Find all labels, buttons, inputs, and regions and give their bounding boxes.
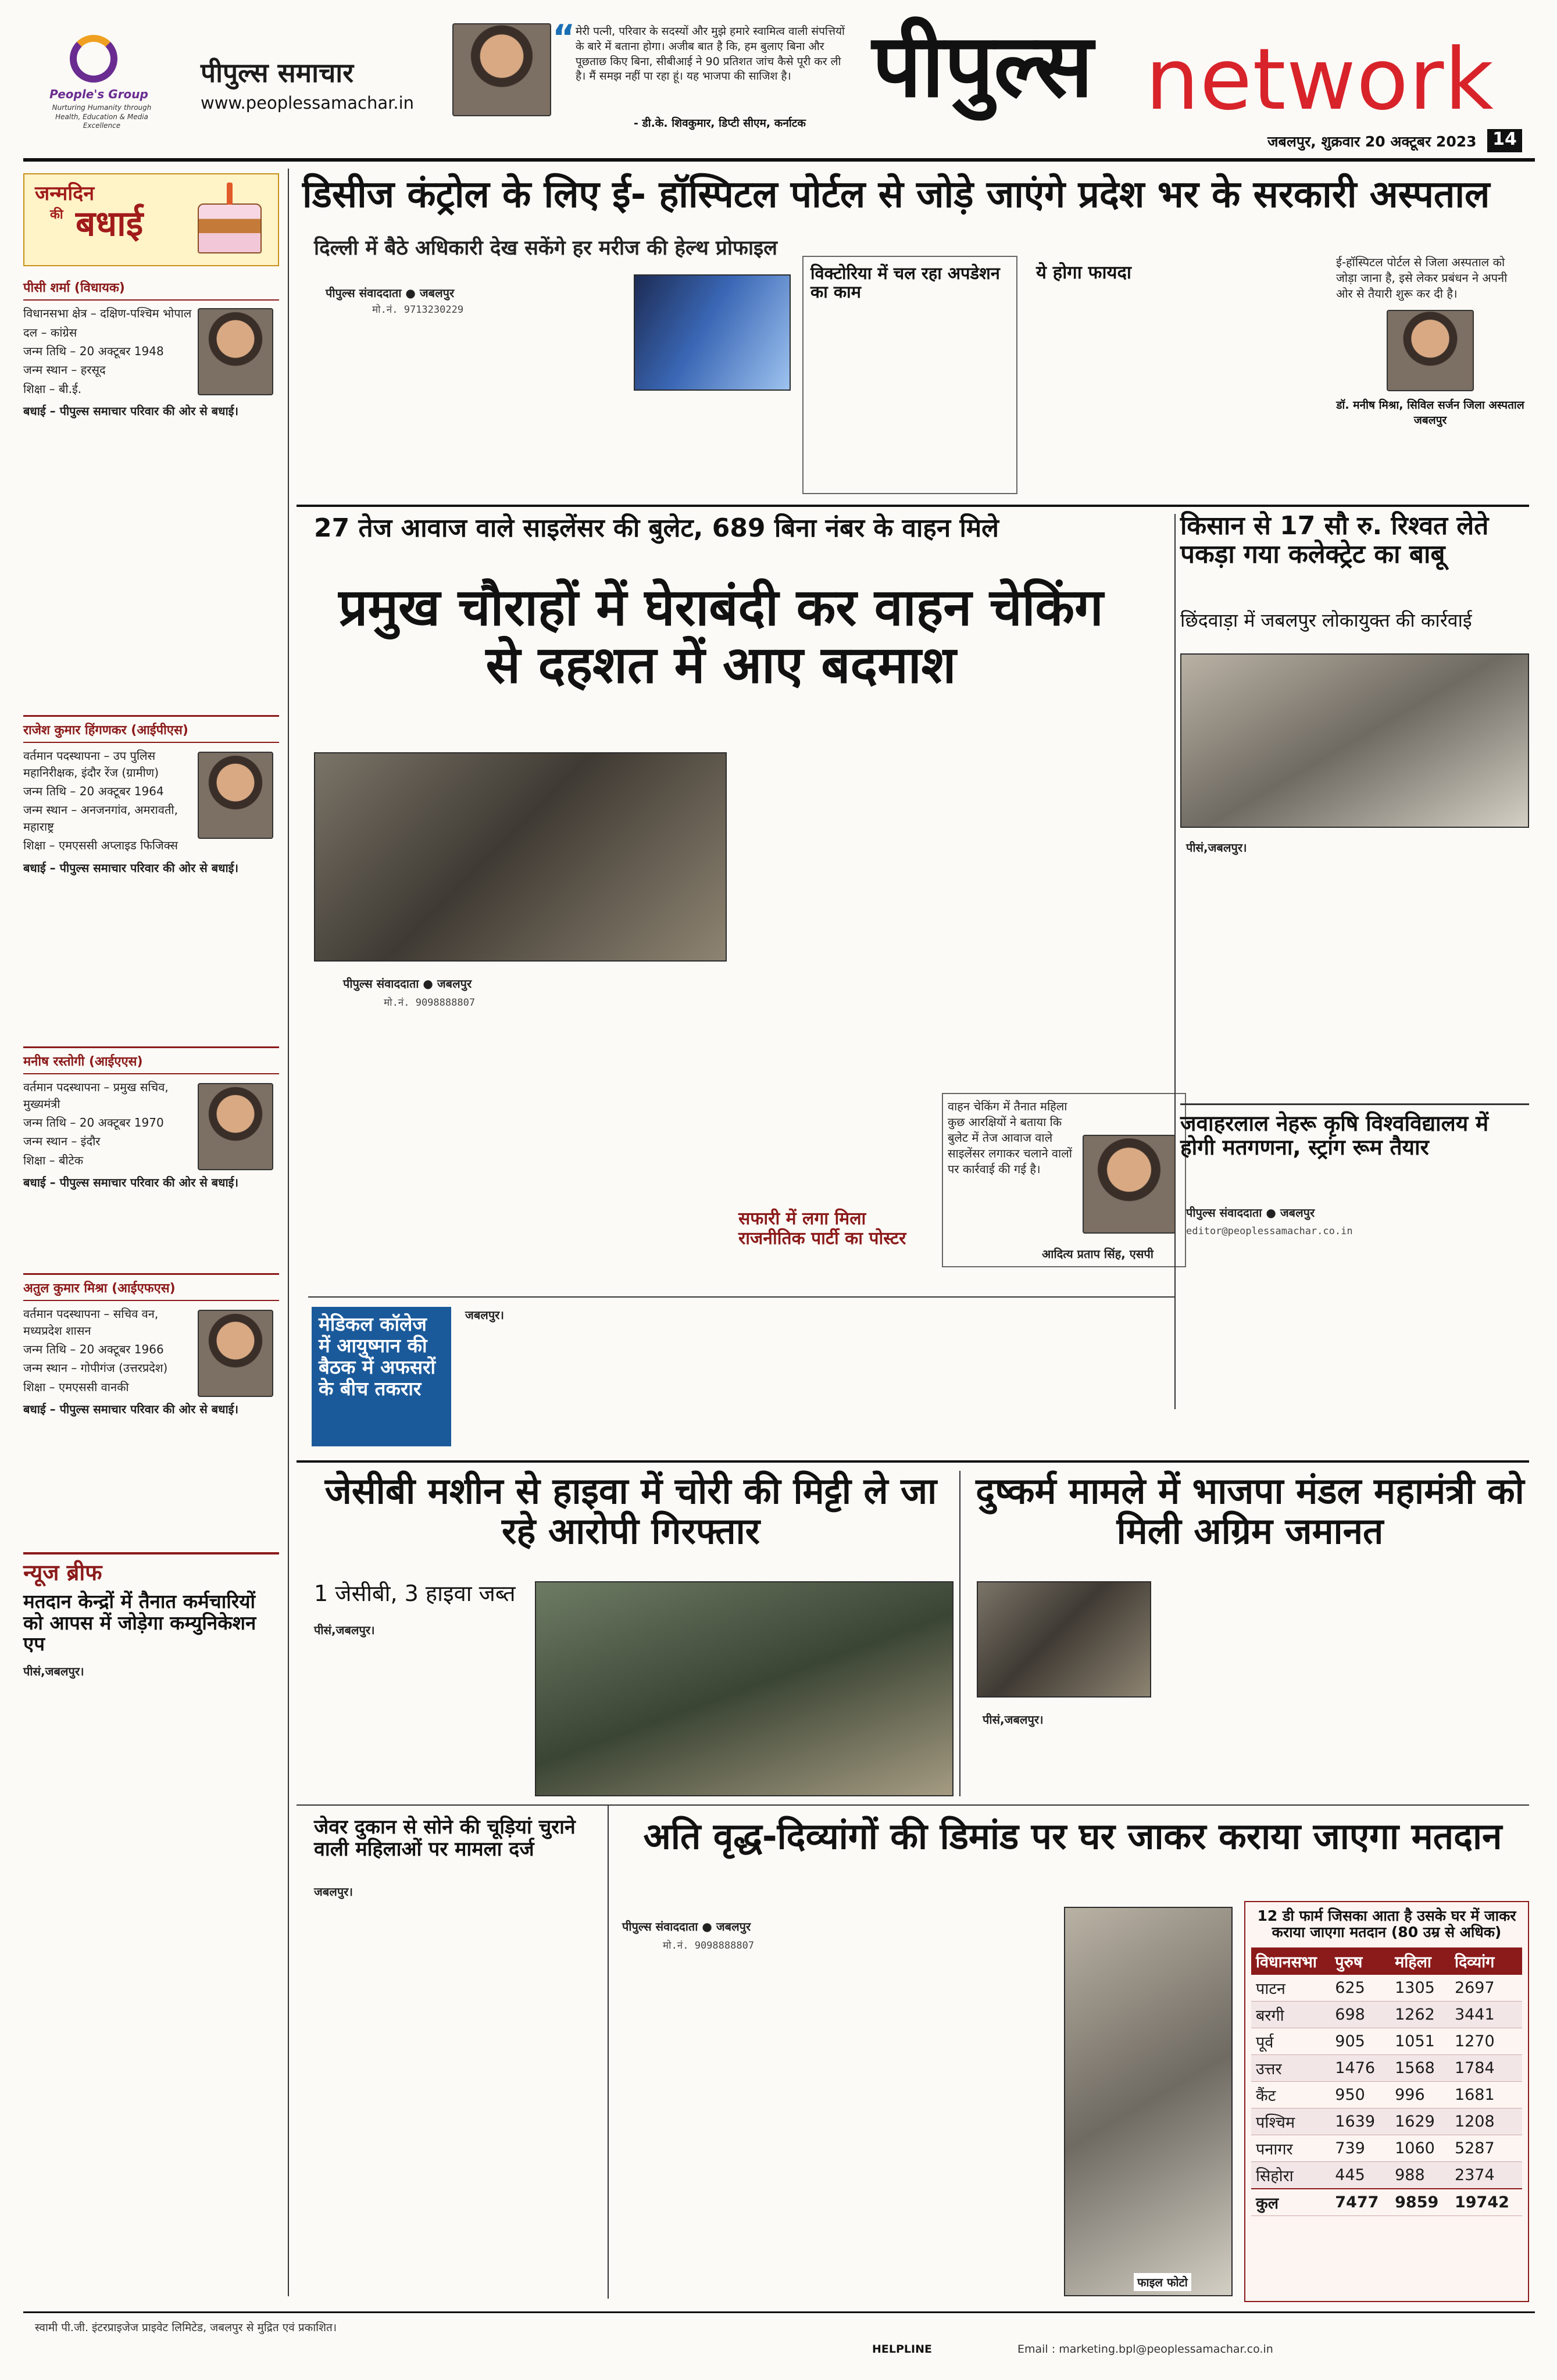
table-row [1251,2135,1522,2162]
voting-table-body [1251,1975,1522,2216]
middle-divider [297,1460,1529,1463]
story5-top-rule [308,1296,1174,1298]
story6-photo [535,1581,954,1796]
birthday-person-name: अतुल कुमार मिश्रा (आईएफएस) [23,1280,279,1301]
birthday-person-name: पीसी शर्मा (विधायक) [23,279,279,301]
table-cell: पाटन [1251,1975,1330,2002]
table-cell: 950 [1330,2082,1390,2109]
birthday-person-photo [198,1310,273,1397]
voting-table-column-header: पुरुष [1330,1947,1390,1975]
table-cell: 1568 [1390,2055,1450,2082]
group-tagline: Nurturing Humanity through Health, Education & Media Excellence [52,103,152,130]
table-row [1251,2002,1522,2028]
page-number: 14 [1487,129,1522,152]
story2-byline: पीपुल्स संवाददाता ● जबलपुर [343,977,472,991]
peoples-group-logo-icon [70,35,117,83]
top-quote-text: मेरी पत्नी, परिवार के सदस्यों और मुझे हमारे स्वामित्व वाली संपत्तियों के बारे में बताना होगा। अजीब बात है कि, हम बुलाए बिना और पूछताछ किए बिना, सीबीआई ने 90 प्रतिशत जांच कैसे पूरी कर ली है। मैं समझ नहीं पा रहा हूं। यह भाजपा की साजिश है। [576,25,845,83]
story4-top-rule [1180,1103,1529,1105]
top-quote-author: - डी.के. शिवकुमार, डिप्टी सीएम, कर्नाटक [634,117,806,130]
story1-health-graphic [634,274,791,391]
birthday-person-photo [198,1083,273,1170]
table-cell: 625 [1330,1975,1390,2002]
birthday-heading-bottom: बधाई [76,203,144,244]
footer-rule [23,2311,1535,2313]
dateline: जबलपुर, शुक्रवार 20 अक्टूबर 2023 [1267,133,1477,150]
story8-column-divider [608,1804,609,2299]
birthday-person-photo [198,752,273,839]
story2-caption: वाहन चेकिंग में तैनात महिला कुछ आरक्षियों ने बताया कि बुलेट में तेज आवाज वाले साइलेंसर लगाकर चलाने वालों पर कार्रवाई की गई है। [948,1099,1072,1176]
story3-subhead: छिंदवाड़ा में जबलपुर लोकायुक्त की कार्रवाई [1180,609,1472,631]
table-cell: 3441 [1450,2002,1522,2028]
story8-byline: जबलपुर। [314,1885,353,1899]
story1-quote-text: ई-हॉस्पिटल पोर्टल से जिला अस्पताल को जोड़ा जाना है, इसे लेकर प्रबंधन ने अपनी ओर से तैयारी शुरू कर दी है। [1336,255,1508,301]
birthday-wish: बधाई – पीपुल्स समाचार परिवार की ओर से बधाई। [23,404,239,419]
story6-subhead: 1 जेसीबी, 3 हाइवा जब्त [314,1581,516,1606]
story6-column-divider [959,1471,960,1796]
story1-headline: डिसीज कंट्रोल के लिए ई- हॉस्पिटल पोर्टल से जोड़े जाएंगे प्रदेश भर के सरकारी अस्पताल [302,173,1490,216]
table-cell: 1262 [1390,2002,1450,2028]
story2-caption-credit: आदित्य प्रताप सिंह, एसपी [1042,1247,1154,1261]
table-row [1251,2028,1522,2055]
voting-table-column-header: विधानसभा [1251,1947,1330,1975]
story7-byline: पीसं,जबलपुर। [983,1713,1044,1727]
story1-box2 [1029,256,1320,494]
story9-phone: मो.नं. 9098888807 [663,1940,755,1952]
story1-quote-photo [1387,310,1474,391]
birthday-wish: बधाई – पीपुल्स समाचार परिवार की ओर से बधाई। [23,860,239,875]
table-cell: 2697 [1450,1975,1522,2002]
story4-email: editor@peoplessamachar.co.in [1186,1225,1353,1237]
news-brief-label: न्यूज ब्रीफ [23,1560,102,1585]
story4-headline: जवाहरलाल नेहरू कृषि विश्वविद्यालय में होगी मतगणना, स्ट्रांग रूम तैयार [1180,1111,1489,1160]
lower-divider [297,1804,1529,1806]
table-cell: 1639 [1330,2109,1390,2135]
table-cell: सिहोरा [1251,2162,1330,2189]
table-cell: 739 [1330,2135,1390,2162]
table-cell: 9859 [1390,2189,1450,2216]
news-brief-byline: पीसं,जबलपुर। [23,1664,84,1679]
shivakumar-photo [452,23,551,116]
cake-candle-icon [227,183,233,205]
table-cell: 1208 [1450,2109,1522,2135]
birthday-wish: बधाई – पीपुल्स समाचार परिवार की ओर से बधाई। [23,1175,239,1190]
voting-table-title: 12 डी फार्म जिसका आता है उसके घर में जाकर कराया जाएगा मतदान (80 उम्र से अधिक) [1257,1907,1516,1941]
birthday-person-photo [198,308,273,395]
story2-headline: प्रमुख चौराहों में घेराबंदी कर वाहन चेकिंग से दहशत में आए बदमाश [338,577,1104,695]
table-cell: 1681 [1450,2082,1522,2109]
website-link[interactable]: www.peoplessamachar.in [201,93,415,113]
table-row [1251,2082,1522,2109]
table-row [1251,2189,1522,2216]
story1-quote-author: डॉ. मनीष मिश्रा, सिविल सर्जन जिला अस्पताल जबलपुर [1336,399,1524,427]
masthead-title-hindi: पीपुल्स [872,16,1094,117]
table-cell: 698 [1330,2002,1390,2028]
birthday-entry-4: अतुल कुमार मिश्रा (आईएफएस) वर्तमान पदस्थापना – सचिव वन, मध्यप्रदेश शासन जन्म तिथि – 20 अक्टूबर 1966 जन्म स्थान – गोपीगंज (उत्तरप्रदेश) शिक्षा – एमएससी वानकी बधाई – पीपुल्स समाचार परिवार की ओर से बधाई। [23,1273,279,1420]
story3-headline: किसान से 17 सौ रु. रिश्वत लेते पकड़ा गया कलेक्ट्रेट का बाबू [1180,511,1489,570]
voting-table-column-header: दिव्यांग [1450,1947,1522,1975]
story2-main-photo [314,752,727,962]
news-brief-title: मतदान केन्द्रों में तैनात कर्मचारियों को आपस में जोड़ेगा कम्युनिकेशन एप [23,1589,256,1656]
table-cell: 19742 [1450,2189,1522,2216]
table-cell: 1476 [1330,2055,1390,2082]
story3-photo [1180,653,1529,828]
story1-box2-title: ये होगा फायदा [1036,262,1131,283]
table-cell: 1270 [1450,2028,1522,2055]
table-cell: कैंट [1251,2082,1330,2109]
story1-quote-box [1331,250,1529,500]
story1-box1-title: विक्टोरिया में चल रहा अपडेशन का काम [810,263,1000,302]
masthead [0,0,1557,174]
birthday-entry-2: राजेश कुमार हिंगणकर (आईपीएस) वर्तमान पदस्थापना – उप पुलिस महानिरीक्षक, इंदौर रेंज (ग्रामीण) जन्म तिथि – 20 अक्टूबर 1964 जन्म स्थान – अनजनगांव, अमरावती, महाराष्ट्र शिक्षा – एमएससी अप्लाइड फिजिक्स बधाई – पीपुल्स समाचार परिवार की ओर से बधाई। [23,715,279,878]
story4-byline: पीपुल्स संवाददाता ● जबलपुर [1186,1206,1315,1220]
birthday-heading-small: की [50,208,63,222]
story2-sp-photo [1083,1135,1176,1234]
table-row [1251,2055,1522,2082]
story5-byline: जबलपुर। [465,1308,504,1322]
story1-byline: पीपुल्स संवाददाता ● जबलपुर [326,286,455,300]
table-cell: 1629 [1390,2109,1450,2135]
story1-subhead: दिल्ली में बैठे अधिकारी देख सकेंगे हर मरीज की हेल्थ प्रोफाइल [314,237,777,260]
voting-table-header-row [1251,1947,1522,1975]
masthead-title-latin: network [1145,30,1494,129]
left-column-divider [288,169,289,2296]
story2-phone: मो.नं. 9098888807 [384,997,476,1009]
table-cell: 905 [1330,2028,1390,2055]
story3-byline: पीसं,जबलपुर। [1186,841,1247,855]
voting-table [1251,1947,1522,2216]
table-cell: 988 [1390,2162,1450,2189]
birthday-person-name: राजेश कुमार हिंगणकर (आईपीएस) [23,721,279,743]
birthday-entry-3: मनीष रस्तोगी (आईएएस) वर्तमान पदस्थापना – प्रमुख सचिव, मुख्यमंत्री जन्म तिथि – 20 अक्टूबर 1970 जन्म स्थान – इंदौर शिक्षा – बीटेक बधाई – पीपुल्स समाचार परिवार की ओर से बधाई। [23,1046,279,1193]
table-cell: 1784 [1450,2055,1522,2082]
story6-byline: पीसं,जबलपुर। [314,1623,375,1637]
story9-photo [1064,1907,1233,2296]
table-cell: उत्तर [1251,2055,1330,2082]
table-cell: 1051 [1390,2028,1450,2055]
group-name: People's Group [49,87,148,101]
footer-email[interactable]: Email : marketing.bpl@peoplessamachar.co.in [1017,2343,1273,2356]
table-row [1251,1975,1522,2002]
table-cell: 2374 [1450,2162,1522,2189]
story9-photo-credit: फाइल फोटो [1134,2273,1191,2291]
story9-byline: पीपुल्स संवाददाता ● जबलपुर [622,1920,751,1934]
small-masthead-logo: पीपुल्स समाचार [201,57,354,88]
birthday-heading-top: जन्मदिन [35,182,95,205]
story2-subhead: सफारी में लगा मिला राजनीतिक पार्टी का पोस्टर [738,1209,906,1249]
story2-kicker: 27 तेज आवाज वाले साइलेंसर की बुलेट, 689 बिना नंबर के वाहन मिले [314,513,999,543]
birthday-person-name: मनीष रस्तोगी (आईएएस) [23,1053,279,1074]
table-cell: 445 [1330,2162,1390,2189]
table-cell: पश्चिम [1251,2109,1330,2135]
table-cell: पूर्व [1251,2028,1330,2055]
story8-headline: जेवर दुकान से सोने की चूड़ियां चुराने वाली महिलाओं पर मामला दर्ज [314,1816,576,1861]
story2-column-divider [1174,514,1176,1409]
voting-table-panel [1244,1901,1529,2302]
footer-helpline: HELPLINE [872,2343,932,2356]
story6-headline: जेसीबी मशीन से हाइवा में चोरी की मिट्टी ले जा रहे आरोपी गिरफ्तार [324,1470,937,1553]
story7-headline: दुष्कर्म मामले में भाजपा मंडल महामंत्री को मिली अग्रिम जमानत [976,1470,1524,1553]
table-cell: 996 [1390,2082,1450,2109]
quote-mark-icon: “ [552,17,576,58]
story5-box: मेडिकल कॉलेज में आयुष्मान की बैठक में अफसरों के बीच तकरार [312,1307,451,1446]
masthead-divider [23,158,1535,162]
table-row [1251,2162,1522,2189]
table-cell: 5287 [1450,2135,1522,2162]
footer-imprint: स्वामी पी.जी. इंटरप्राइजेज प्राइवेट लिमिटेड, जबलपुर से मुद्रित एवं प्रकाशित। [35,2321,337,2334]
table-cell: कुल [1251,2189,1330,2216]
table-row [1251,2109,1522,2135]
story2-caption-box [942,1093,1186,1267]
table-cell: 7477 [1330,2189,1390,2216]
voting-table-column-header: महिला [1390,1947,1450,1975]
story1-phone: मो.नं. 9713230229 [372,304,464,316]
table-cell: 1305 [1390,1975,1450,2002]
table-cell: 1060 [1390,2135,1450,2162]
cake-icon [198,203,262,253]
table-cell: बरगी [1251,2002,1330,2028]
birthday-entry-1: पीसी शर्मा (विधायक) विधानसभा क्षेत्र – दक्षिण-पश्चिम भोपाल दल – कांग्रेस जन्म तिथि – 20 अक्टूबर 1948 जन्म स्थान – हरसूद शिक्षा – बी.ई. बधाई – पीपुल्स समाचार परिवार की ओर से बधाई। [23,279,279,422]
story7-photo [977,1581,1151,1698]
story9-headline: अति वृद्ध-दिव्यांगों की डिमांड पर घर जाकर कराया जाएगा मतदान [643,1815,1502,1857]
story1-divider [297,505,1529,507]
table-cell: पनागर [1251,2135,1330,2162]
birthday-wish: बधाई – पीपुल्स समाचार परिवार की ओर से बधाई। [23,1402,239,1417]
story1-box1 [802,256,1017,494]
birthday-column [23,169,279,1517]
news-brief [23,1552,279,2296]
